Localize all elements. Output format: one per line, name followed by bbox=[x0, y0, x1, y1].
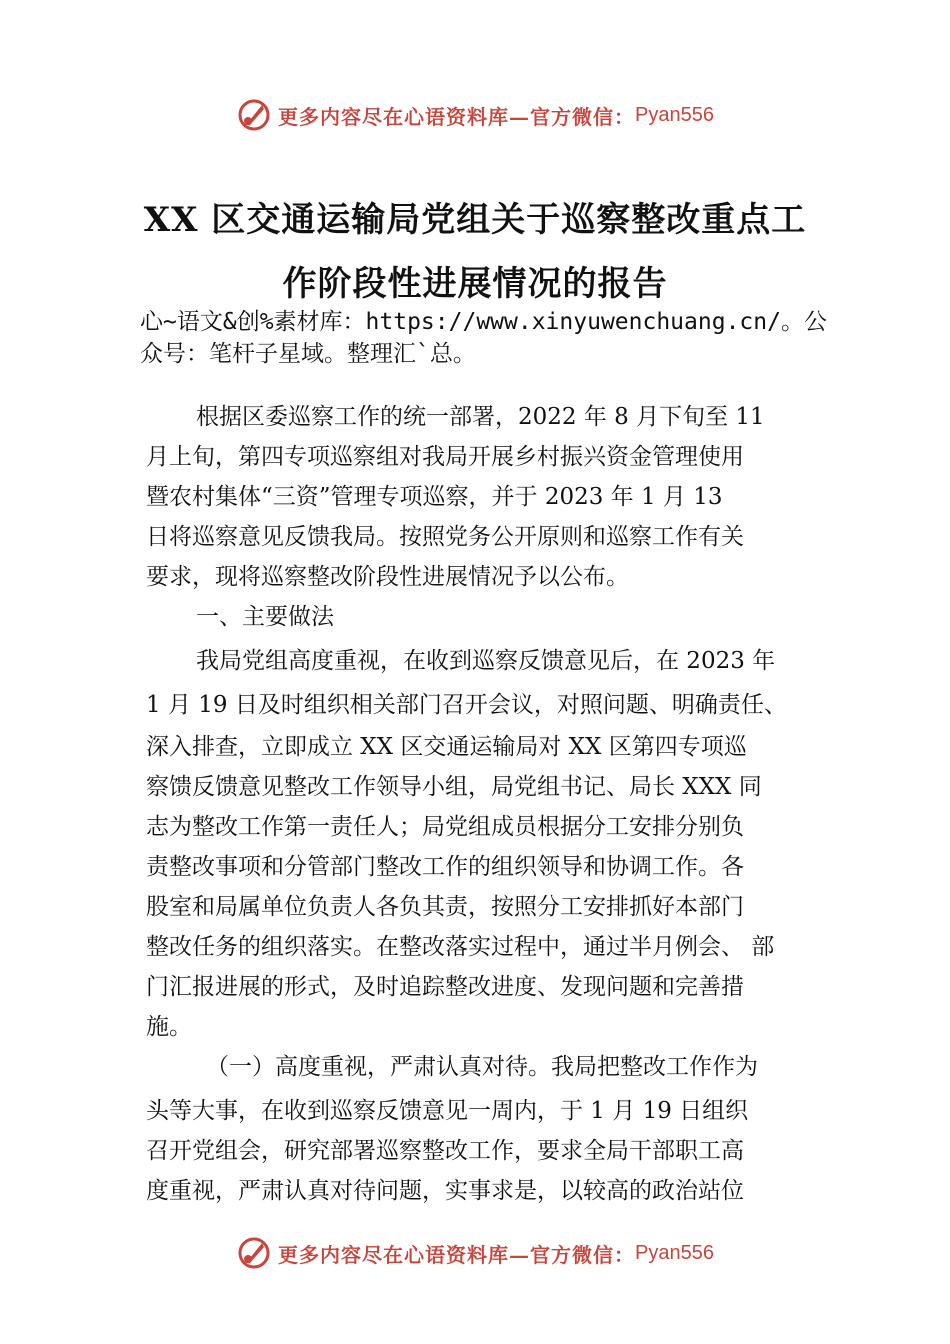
document-title-line-1: XX 区交通运输局党组关于巡察整改重点工 bbox=[143, 200, 807, 240]
body-line: 察馈反馈意见整改工作领导小组，局党组书记、局长 XXX 同 bbox=[146, 774, 762, 800]
subsection-line: （一）高度重视，严肃认真对待。我局把整改工作作为 bbox=[206, 1054, 758, 1080]
body-line: 深入排查，立即成立 XX 区交通运输局对 XX 区第四专项巡 bbox=[146, 734, 747, 760]
banner-text: 更多内容尽在心语资料库—官方微信： bbox=[278, 104, 636, 129]
banner-wechat-id: Pyan556 bbox=[635, 1241, 714, 1264]
banner-wechat-id: Pyan556 bbox=[635, 103, 714, 126]
body-line: 门汇报进展的形式，及时追踪整改进度、发现问题和完善措 bbox=[146, 974, 744, 1000]
banner-text: 更多内容尽在心语资料库—官方微信： bbox=[278, 1242, 636, 1267]
footer-banner bbox=[0, 1233, 950, 1273]
body-line: 责整改事项和分管部门整改工作的组织领导和协调工作。各 bbox=[146, 854, 744, 880]
body-line: 度重视，严肃认真对待问题，实事求是，以较高的政治站位 bbox=[146, 1178, 744, 1204]
body-line: 日将巡察意见反馈我局。按照党务公开原则和巡察工作有关 bbox=[146, 524, 744, 550]
body-line: 股室和局属单位负责人各负其责，按照分工安排抓好本部门 bbox=[146, 894, 744, 920]
source-note: 心~语文&创%素材库：https://www.xinyuwenchuang.cn/。公众号：笔杆子星域。整理汇`总。 bbox=[140, 309, 827, 367]
body-line: 月上旬，第四专项巡察组对我局开展乡村振兴资金管理使用 bbox=[146, 444, 744, 470]
body-line: 施。 bbox=[146, 1014, 192, 1040]
document-title-line-2: 作阶段性进展情况的报告 bbox=[282, 264, 668, 304]
body-line: 暨农村集体“三资”管理专项巡察，并于 2023 年 1 月 13 bbox=[146, 484, 723, 510]
quill-logo-icon bbox=[236, 97, 272, 133]
body-line: 要求，现将巡察整改阶段性进展情况予以公布。 bbox=[146, 564, 629, 590]
header-banner bbox=[0, 95, 950, 135]
body-line: 整改任务的组织落实。在整改落实过程中，通过半月例会、 部 bbox=[146, 934, 775, 960]
body-line: 根据区委巡察工作的统一部署，2022 年 8 月下旬至 11 bbox=[196, 404, 765, 430]
body-line: 头等大事，在收到巡察反馈意见一周内，于 1 月 19 日组织 bbox=[146, 1098, 749, 1124]
body-line: 我局党组高度重视，在收到巡察反馈意见后，在 2023 年 bbox=[196, 648, 776, 674]
body-line: 志为整改工作第一责任人；局党组成员根据分工安排分别负 bbox=[146, 814, 744, 840]
section-heading: 一、主要做法 bbox=[196, 604, 334, 630]
body-line: 1 月 19 日及时组织相关部门召开会议，对照问题、明确责任、 bbox=[146, 692, 787, 718]
quill-logo-icon bbox=[236, 1235, 272, 1271]
body-line: 召开党组会，研究部署巡察整改工作，要求全局干部职工高 bbox=[146, 1138, 744, 1164]
